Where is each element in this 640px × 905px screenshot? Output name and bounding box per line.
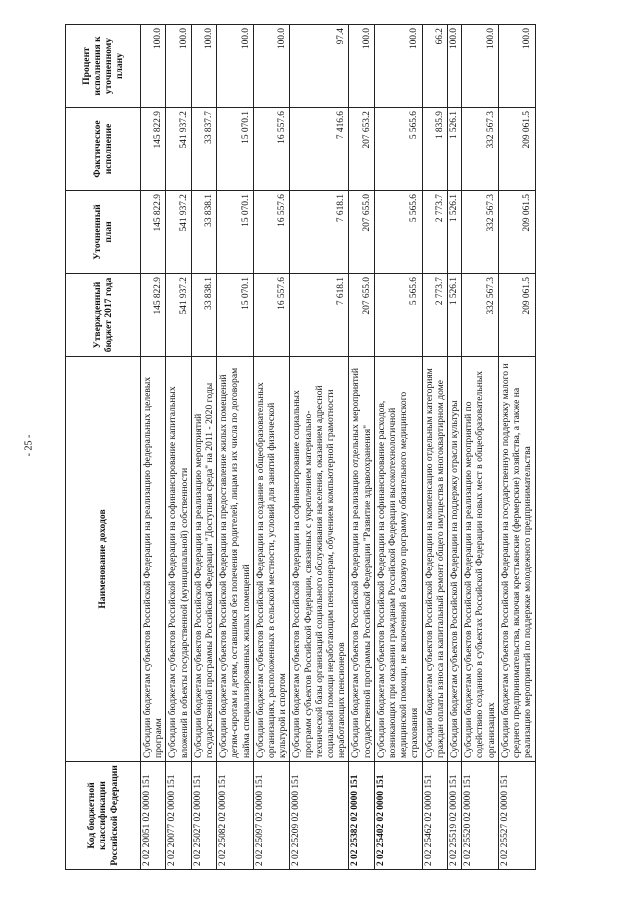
row-plan: 15 070.1 bbox=[217, 191, 254, 274]
row-fact: 1 835.9 bbox=[422, 108, 447, 191]
row-approved: 207 655.0 bbox=[349, 274, 374, 357]
row-fact: 33 837.7 bbox=[191, 108, 216, 191]
row-approved: 16 557.6 bbox=[253, 274, 290, 357]
row-code: 2 02 25082 02 0000 151 bbox=[217, 762, 254, 870]
row-plan: 207 655.0 bbox=[349, 191, 374, 274]
row-percent: 100.0 bbox=[448, 25, 462, 108]
row-percent: 100.0 bbox=[141, 25, 166, 108]
table-row bbox=[290, 25, 349, 870]
table-row bbox=[349, 25, 374, 870]
table-row bbox=[253, 25, 290, 870]
table-row bbox=[448, 25, 462, 870]
row-percent: 100.0 bbox=[217, 25, 254, 108]
row-code: 2 02 25027 02 0000 151 bbox=[191, 762, 216, 870]
row-approved: 7 618.1 bbox=[290, 274, 349, 357]
row-plan: 7 618.1 bbox=[290, 191, 349, 274]
row-fact: 5 565.6 bbox=[374, 108, 422, 191]
row-approved: 5 565.6 bbox=[374, 274, 422, 357]
table-row bbox=[191, 25, 216, 870]
row-approved: 332 567.3 bbox=[462, 274, 499, 357]
row-fact: 332 567.3 bbox=[462, 108, 499, 191]
row-name: Субсидии бюджетам субъектов Российской Федерации на софинансирование социальных программ субъектов Российской Федерации, связанных с укреплением материально-технической базы организаций социального обслуживания населения, оказанием адресной социальной помощи неработающим пенсионерам, обучением компьютерной грамотности неработающих пенсионеров bbox=[290, 357, 349, 762]
row-approved: 145 822.9 bbox=[141, 274, 166, 357]
row-plan: 2 773.7 bbox=[422, 191, 447, 274]
row-code: 2 02 25382 02 0000 151 bbox=[349, 762, 374, 870]
row-percent: 100.0 bbox=[166, 25, 191, 108]
table-row bbox=[422, 25, 447, 870]
table-header-row bbox=[66, 25, 141, 870]
row-name: Субсидии бюджетам субъектов Российской Федерации на государственную поддержку малого и среднего предпринимательства, включая крестьянские (фермерские) хозяйства, а также на реализацию мероприятий по поддержке молодежного предпринимательства bbox=[498, 357, 535, 762]
income-table bbox=[65, 24, 536, 870]
row-code: 2 02 25209 02 0000 151 bbox=[290, 762, 349, 870]
row-name: Субсидии бюджетам субъектов Российской Федерации на компенсацию отдельным категориям граждан оплаты взноса на капитальный ремонт общего имущества в многоквартирном доме bbox=[422, 357, 447, 762]
row-percent: 100.0 bbox=[462, 25, 499, 108]
row-approved: 2 773.7 bbox=[422, 274, 447, 357]
row-approved: 1 526.1 bbox=[448, 274, 462, 357]
row-code: 2 02 25527 02 0000 151 bbox=[498, 762, 535, 870]
row-code: 2 02 25097 02 0000 151 bbox=[253, 762, 290, 870]
row-plan: 209 061.5 bbox=[498, 191, 535, 274]
row-plan: 332 567.3 bbox=[462, 191, 499, 274]
row-code: 2 02 25519 02 0000 151 bbox=[448, 762, 462, 870]
row-plan: 5 565.6 bbox=[374, 191, 422, 274]
row-name: Субсидия бюджетам субъектов Российской Федерации на поддержку отрасли культуры bbox=[448, 357, 462, 762]
row-fact: 7 416.6 bbox=[290, 108, 349, 191]
rotated-table-container bbox=[65, 25, 640, 870]
row-fact: 16 557.6 bbox=[253, 108, 290, 191]
row-fact: 541 937.2 bbox=[166, 108, 191, 191]
header-approved: Утвержденный бюджет 2017 года bbox=[66, 274, 141, 357]
table-row bbox=[166, 25, 191, 870]
row-fact: 1 526.1 bbox=[448, 108, 462, 191]
row-name: Субсидии бюджетам субъектов Российской Федерации на создание в общеобразовательных организациях, расположенных в сельской местности, условий для занятий физической культурой и спортом bbox=[253, 357, 290, 762]
header-name: Наименование доходов bbox=[66, 357, 141, 762]
row-code: 2 02 25520 02 0000 151 bbox=[462, 762, 499, 870]
table-row bbox=[217, 25, 254, 870]
row-name: Субсидии бюджетам субъектов Российской Федерации на реализацию федеральных целевых программ bbox=[141, 357, 166, 762]
row-name: Субсидии бюджетам субъектов Российской Федерации на реализацию мероприятий государственной программы Российской Федерации "Доступная среда" на 2011 - 2020 годы bbox=[191, 357, 216, 762]
row-approved: 15 070.1 bbox=[217, 274, 254, 357]
header-percent: Процент исполнения к уточненному плану bbox=[66, 25, 141, 108]
row-approved: 541 937.2 bbox=[166, 274, 191, 357]
row-percent: 100.0 bbox=[498, 25, 535, 108]
row-code: 2 02 20051 02 0000 151 bbox=[141, 762, 166, 870]
row-name: Субсидии бюджетам субъектов Российской Федерации на реализацию мероприятий по содействию созданию в субъектах Российской Федерации новых мест в общеобразовательных организациях bbox=[462, 357, 499, 762]
table-row bbox=[462, 25, 499, 870]
row-percent: 100.0 bbox=[349, 25, 374, 108]
row-fact: 207 653.2 bbox=[349, 108, 374, 191]
table-row bbox=[141, 25, 166, 870]
header-fact: Фактическое исполнение bbox=[66, 108, 141, 191]
row-plan: 16 557.6 bbox=[253, 191, 290, 274]
row-name: Субсидии бюджетам субъектов Российской Федерации на реализацию отдельных мероприятий государственной программы Российской Федерации "Развитие здравоохранения" bbox=[349, 357, 374, 762]
row-name: Субсидии бюджетам субъектов Российской Федерации на предоставление жилых помещений детям-сиротам и детям, оставшимся без попечения родителей, лицам из их числа по договорам найма специализированных жилых помещений bbox=[217, 357, 254, 762]
row-fact: 15 070.1 bbox=[217, 108, 254, 191]
header-plan: Уточненный план bbox=[66, 191, 141, 274]
row-percent: 97.4 bbox=[290, 25, 349, 108]
row-name: Субсидии бюджетам субъектов Российской Федерации на софинансирование капитальных вложений в объекты государственной (муниципальной) собственности bbox=[166, 357, 191, 762]
row-plan: 145 822.9 bbox=[141, 191, 166, 274]
row-percent: 100.0 bbox=[191, 25, 216, 108]
row-plan: 541 937.2 bbox=[166, 191, 191, 274]
row-code: 2 02 20077 02 0000 151 bbox=[166, 762, 191, 870]
row-plan: 1 526.1 bbox=[448, 191, 462, 274]
header-code: Код бюджетной классификации Российской Федерации bbox=[66, 762, 141, 870]
table-row bbox=[498, 25, 535, 870]
row-percent: 100.0 bbox=[374, 25, 422, 108]
row-fact: 209 061.5 bbox=[498, 108, 535, 191]
row-percent: 66.2 bbox=[422, 25, 447, 108]
table-row bbox=[374, 25, 422, 870]
row-code: 2 02 25402 02 0000 151 bbox=[374, 762, 422, 870]
row-name: Субсидии бюджетам субъектов Российской Федерации на софинансирование расходов, возникающих при оказании гражданам Российской Федерации высокотехнологичной медицинской помощи, не включенной в базовую программу обязательного медицинского страхования bbox=[374, 357, 422, 762]
row-fact: 145 822.9 bbox=[141, 108, 166, 191]
row-approved: 33 838.1 bbox=[191, 274, 216, 357]
row-approved: 209 061.5 bbox=[498, 274, 535, 357]
row-code: 2 02 25462 02 0000 151 bbox=[422, 762, 447, 870]
page-number: - 25 - bbox=[23, 434, 35, 457]
row-plan: 33 838.1 bbox=[191, 191, 216, 274]
row-percent: 100.0 bbox=[253, 25, 290, 108]
